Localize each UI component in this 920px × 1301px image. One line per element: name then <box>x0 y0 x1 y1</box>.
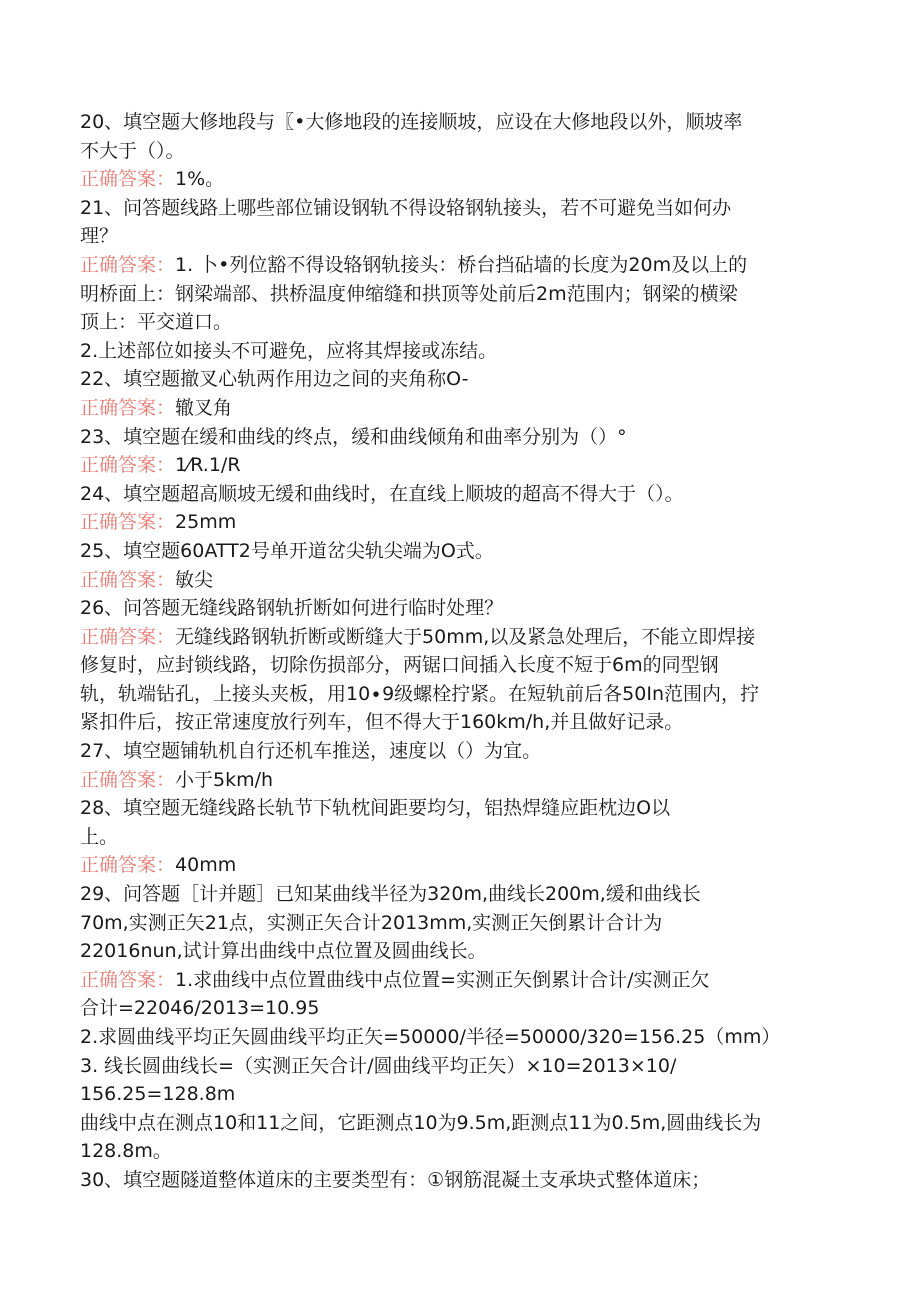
question-line: 23、填空题在缓和曲线的终点，缓和曲线倾角和曲率分别为（）° <box>80 425 627 448</box>
answer-text: 辙叉角 <box>175 396 233 419</box>
answer-line <box>80 508 840 537</box>
question-line: 不大于（）。 <box>80 139 185 162</box>
question-line: 128.8m。 <box>80 1140 172 1163</box>
question-line: 2.求圆曲线平均正矢圆曲线平均正矢=50000/半径=50000/320=156.25（mm） <box>80 1026 781 1048</box>
question-line: 28、填空题无缝线路长轨节下轨枕间距要均匀，铝热焊缝应距枕边O以 <box>80 797 671 820</box>
question-line: 29、问答题［计并题］已知某曲线半径为320m,曲线长200m,缓和曲线长 <box>80 883 701 906</box>
answer-text: 25mm <box>175 511 237 534</box>
question-line: 26、问答题无缝线路钢轨折断如何进行临时处理？ <box>80 597 504 620</box>
answer-label: 正确答案： <box>80 768 176 791</box>
question-line: 3. 线长圆曲线长=（实测正矢合计/圆曲线平均正矢）×10=2013×10/ <box>80 1054 677 1077</box>
document-page <box>80 108 840 1195</box>
question-line: 2.上述部位如接头不可避免，应将其焊接或冻结。 <box>80 339 498 362</box>
answer-label: 正确答案： <box>80 454 176 477</box>
question-line: 27、填空题铺轨机自行还机车推送，速度以（）为宜。 <box>80 740 542 763</box>
answer-line <box>80 251 840 280</box>
answer-label: 正确答案： <box>80 625 176 648</box>
answer-line <box>80 766 840 795</box>
answer-line <box>80 451 840 480</box>
question-line: 24、填空题超高顺坡无缓和曲线时，在直线上顺坡的超高不得大于（）。 <box>80 482 684 505</box>
question-line: 顶上：平交道口。 <box>80 311 233 334</box>
question-line: 22、填空题撤叉心轨两作用边之间的夹角称O- <box>80 368 469 391</box>
question-line: 曲线中点在测点10和11之间，它距测点10为9.5m,距测点11为0.5m,圆曲线长为 <box>80 1111 762 1134</box>
question-line: 轨，轨端钻孔，上接头夹板，用10∙9级螺栓拧紧。在短轨前后各50In范围内，拧 <box>80 682 759 705</box>
question-line: 20、填空题大修地段与〖•大修地段的连接顺坡，应设在大修地段以外，顺坡率 <box>80 111 743 133</box>
answer-text: 1. 卜•列位豁不得设辂钢轨接头：桥台挡砧墙的长度为20m及以上的 <box>175 253 748 276</box>
answer-label: 正确答案： <box>80 568 176 591</box>
answer-line <box>80 165 840 194</box>
question-line: 合计=22046/2013=10.95 <box>80 997 320 1020</box>
answer-text: 1%。 <box>175 168 225 191</box>
question-line: 21、问答题线路上哪些部位铺设钢轨不得设辂钢轨接头，若不可避免当如何办 <box>80 196 732 219</box>
question-line: 30、填空题隧道整体道床的主要类型有：①钢筋混凝土支承块式整体道床； <box>80 1168 711 1191</box>
question-line: 理？ <box>80 225 119 248</box>
question-line: 25、填空题60ATT2号单开道岔尖轨尖端为O式。 <box>80 539 494 562</box>
answer-text: 敏尖 <box>175 568 214 591</box>
question-line: 22016nun,试计算出曲线中点位置及圆曲线长。 <box>80 940 487 963</box>
question-line: 修复时，应封锁线路，切除伤损部分，两锯口间插入长度不短于6m的同型钢 <box>80 654 719 677</box>
question-line: 156.25=128.8m <box>80 1083 236 1106</box>
answer-line <box>80 851 840 880</box>
answer-text: 1.求曲线中点位置曲线中点位置=实测正矢倒累计合计/实测正欠 <box>175 968 710 991</box>
answer-label: 正确答案： <box>80 968 176 991</box>
answer-text: 小于5km∕h <box>175 768 274 791</box>
answer-label: 正确答案： <box>80 511 176 534</box>
answer-label: 正确答案： <box>80 168 176 191</box>
answer-line <box>80 623 840 652</box>
answer-label: 正确答案： <box>80 396 176 419</box>
answer-line <box>80 394 840 423</box>
answer-label: 正确答案： <box>80 854 176 877</box>
answer-text: 无缝线路钢轨折断或断缝大于50mm,以及紧急处理后，不能立即焊接 <box>175 625 756 648</box>
answer-line <box>80 566 840 595</box>
question-line: 70m,实测正矢21点，实测正矢合计2013mm,实测正矢倒累计合计为 <box>80 911 663 934</box>
answer-line <box>80 966 840 995</box>
answer-text: 40mm <box>175 854 237 877</box>
question-line: 明桥面上：钢梁端部、拱桥温度伸缩缝和拱顶等处前后2m范围内；钢梁的横梁 <box>80 282 738 305</box>
answer-text: 1⁄R.1/R <box>175 454 241 477</box>
question-line: 紧扣件后，按正常速度放行列车，但不得大于160km∕h,并且做好记录。 <box>80 711 684 734</box>
question-line: 上。 <box>80 825 119 848</box>
answer-label: 正确答案： <box>80 253 176 276</box>
